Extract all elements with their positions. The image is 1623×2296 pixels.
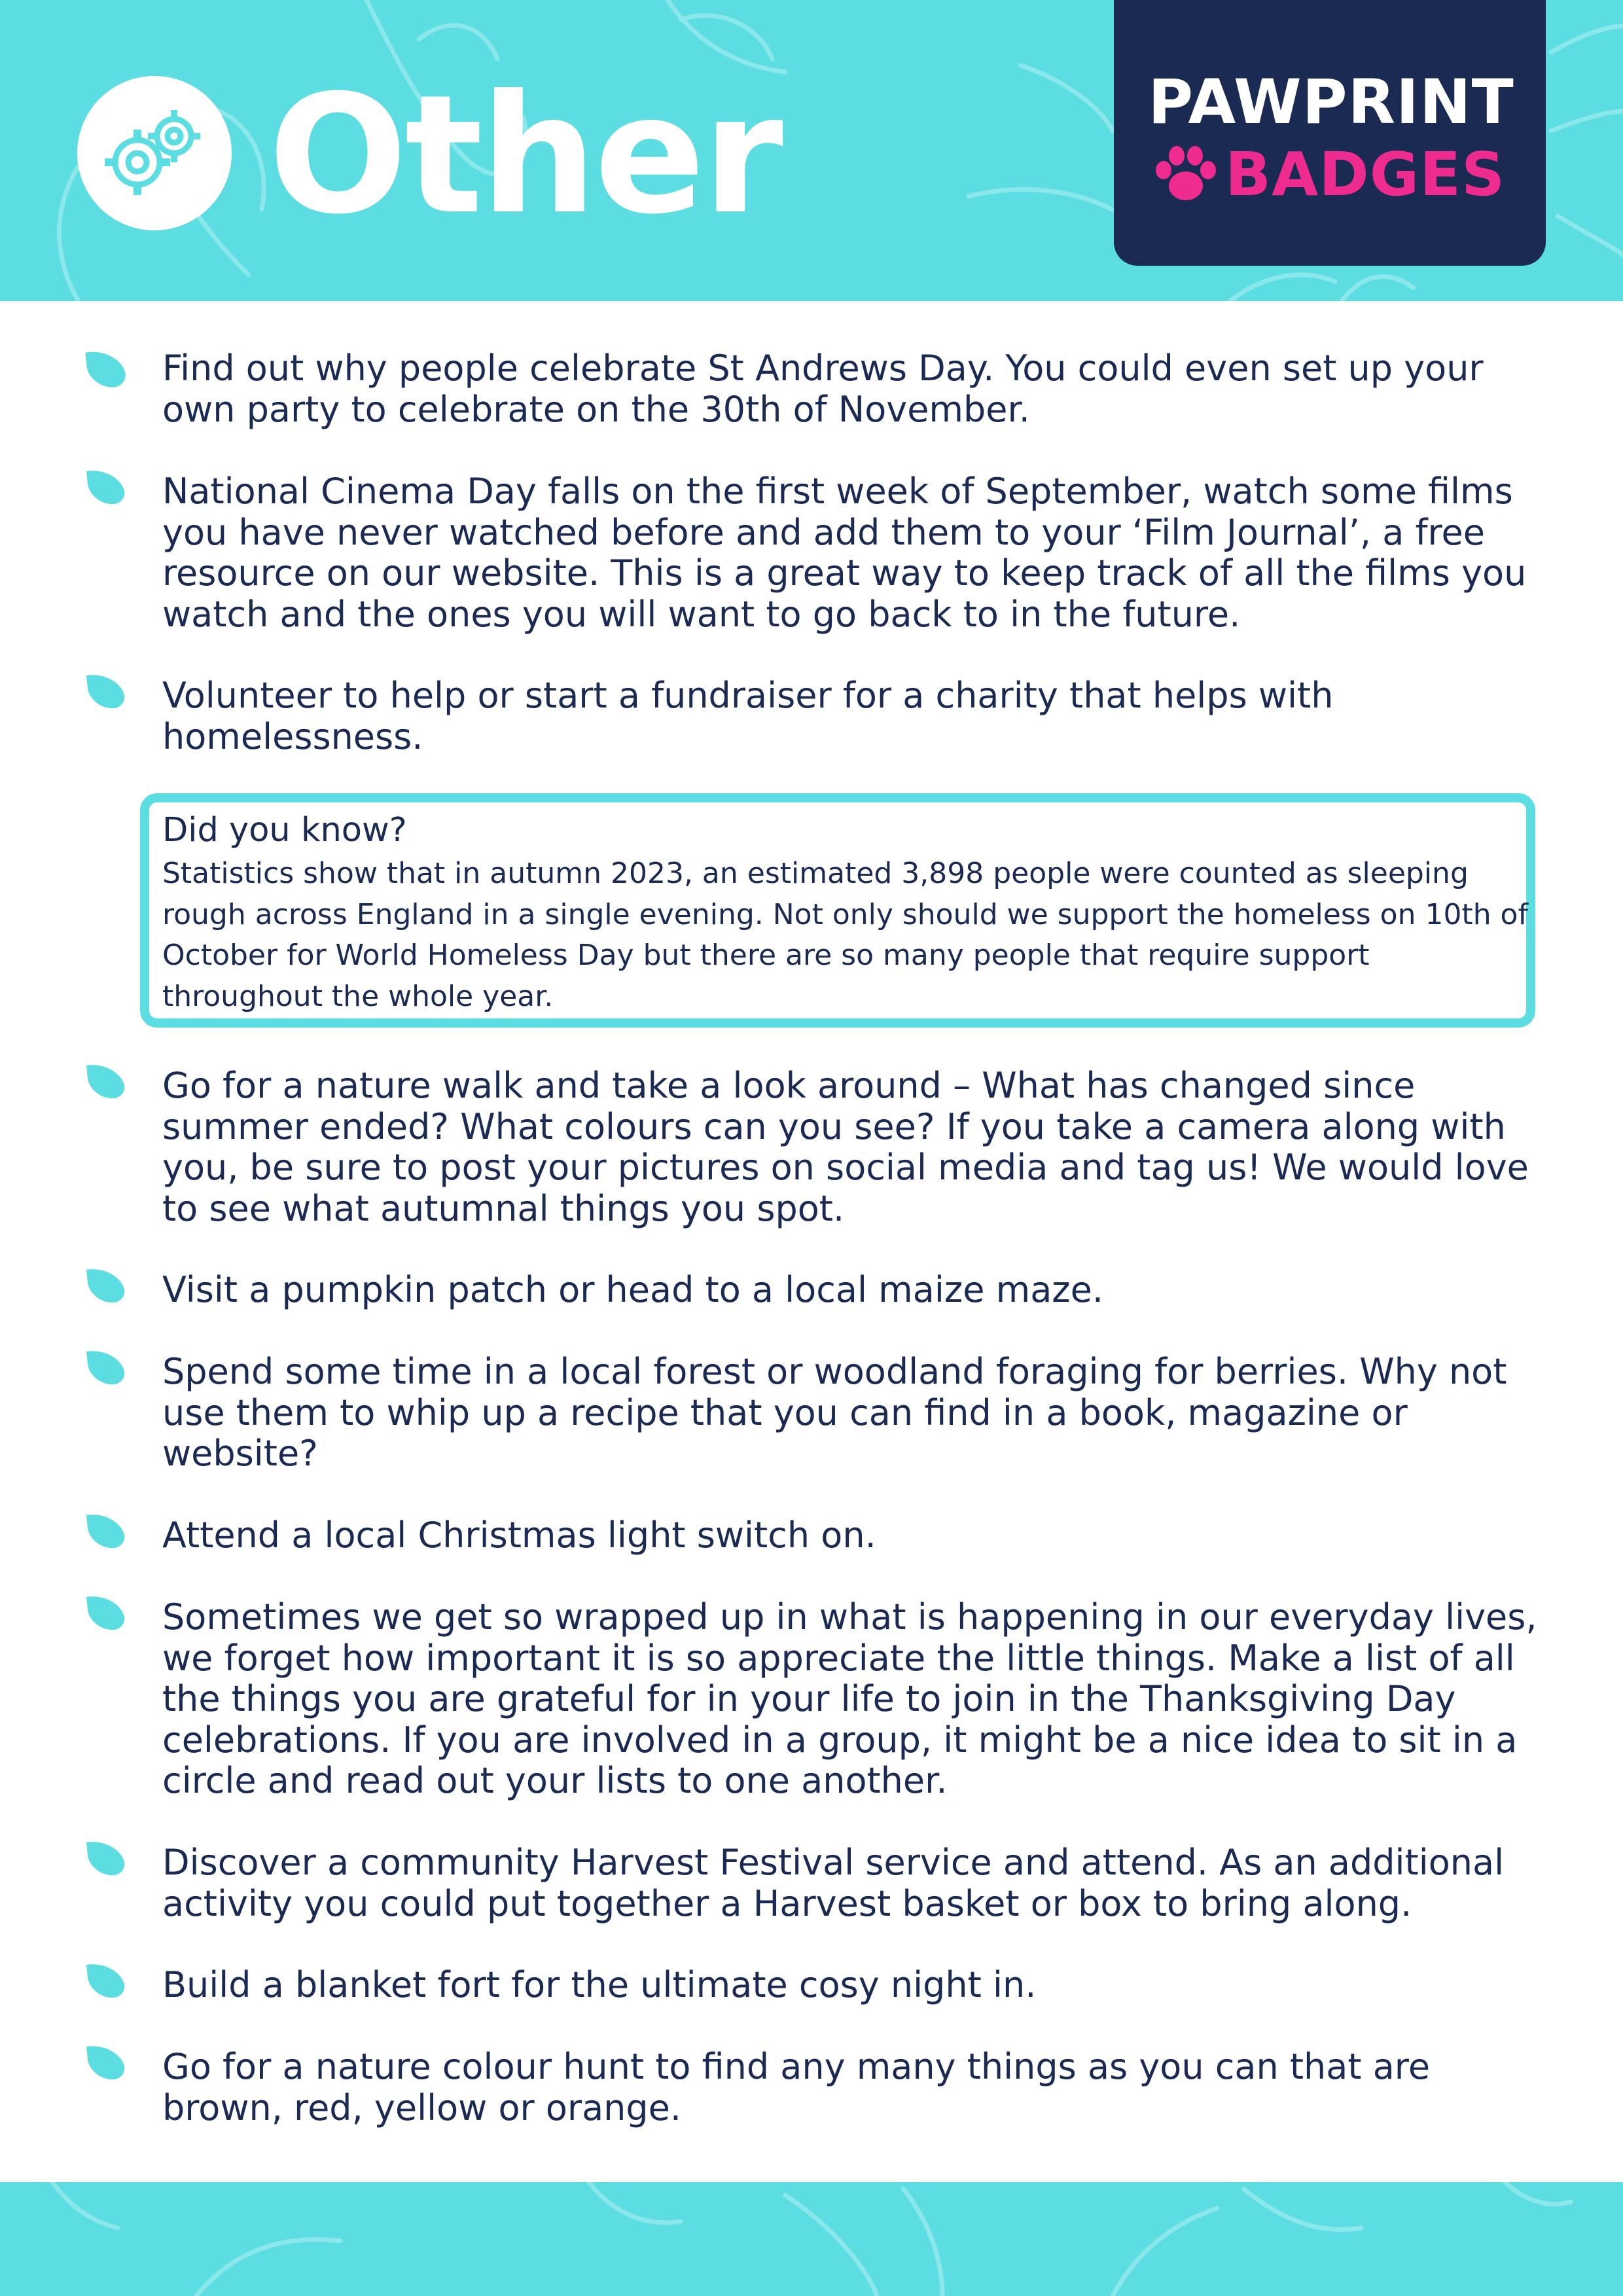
leaf-icon [82,2040,128,2086]
activity-item: Build a blanket fort for the ultimate cosy night in. [162,1964,1037,2005]
activity-item: Volunteer to help or start a fundraiser for a charity that helps with homelessness. [162,675,1334,757]
footer-banner [0,2182,1623,2296]
page-title: Other [268,60,781,250]
activity-item: Discover a community Harvest Festival service and attend. As an additional activity you could put together a Harvest basket or box to bring along. [162,1842,1505,1924]
logo-wordmark-top: PAWPRINT [1148,67,1514,138]
leaf-icon [82,1263,128,1309]
activity-item: Sometimes we get so wrapped up in what is happening in our everyday lives, we forget how important it is so appreciate the little things. Make a list of all the things you are grateful for in your life to join in the Thanksgiving Day celebrations. If you are involved in a group, it might be a nice idea to sit in a circle and read out your lists to one another. [162,1596,1537,1801]
leaf-icon [82,669,128,715]
gears-icon [77,76,232,230]
pawprint-badges-logo [1114,0,1546,266]
activity-item: Go for a nature colour hunt to find any many things as you can that are brown, red, yellow or orange. [162,2046,1431,2128]
callout-body: Statistics show that in autumn 2023, an estimated 3,898 people were counted as sleeping rough across England in a single evening. Not only should we support the homeless on 10th of October for World Homeless Day but there are so many people that require support throughout the whole year. [162,857,1528,1013]
activity-item: Visit a pumpkin patch or head to a local maize maze. [162,1269,1104,1310]
leaf-icon [82,465,128,511]
leaf-icon [82,1059,128,1105]
activity-item: Find out why people celebrate St Andrews Day. You could even set up your own party to celebrate on the 30th of November. [162,348,1484,430]
leaf-icon [82,1590,128,1636]
callout-heading: Did you know? [162,811,407,850]
leaf-icon [82,1509,128,1554]
activity-item: Go for a nature walk and take a look around – What has changed since summer ended? What colours can you see? If you take a camera along with you, be sure to post your pictures on social media and tag us! We would love to see what autumnal things you spot. [162,1065,1529,1229]
leaf-pattern-decoration [0,2182,1623,2296]
activity-item: Attend a local Christmas light switch on. [162,1515,876,1556]
header-banner [0,0,1623,301]
activity-item: National Cinema Day falls on the first week of September, watch some films you have never watched before and add them to your ‘Film Journal’, a free resource on our website. This is a great way to keep track of all the films you watch and the ones you will want to go back to in the future. [162,471,1527,635]
paw-print-icon [1153,145,1219,204]
leaf-icon [82,1958,128,2004]
logo-wordmark-bottom: BADGES [1225,139,1506,209]
leaf-icon [82,347,128,393]
leaf-icon [82,1836,128,1882]
activity-item: Spend some time in a local forest or woodland foraging for berries. Why not use them to whip up a recipe that you can find in a book, magazine or website? [162,1351,1507,1474]
leaf-icon [82,1345,128,1391]
